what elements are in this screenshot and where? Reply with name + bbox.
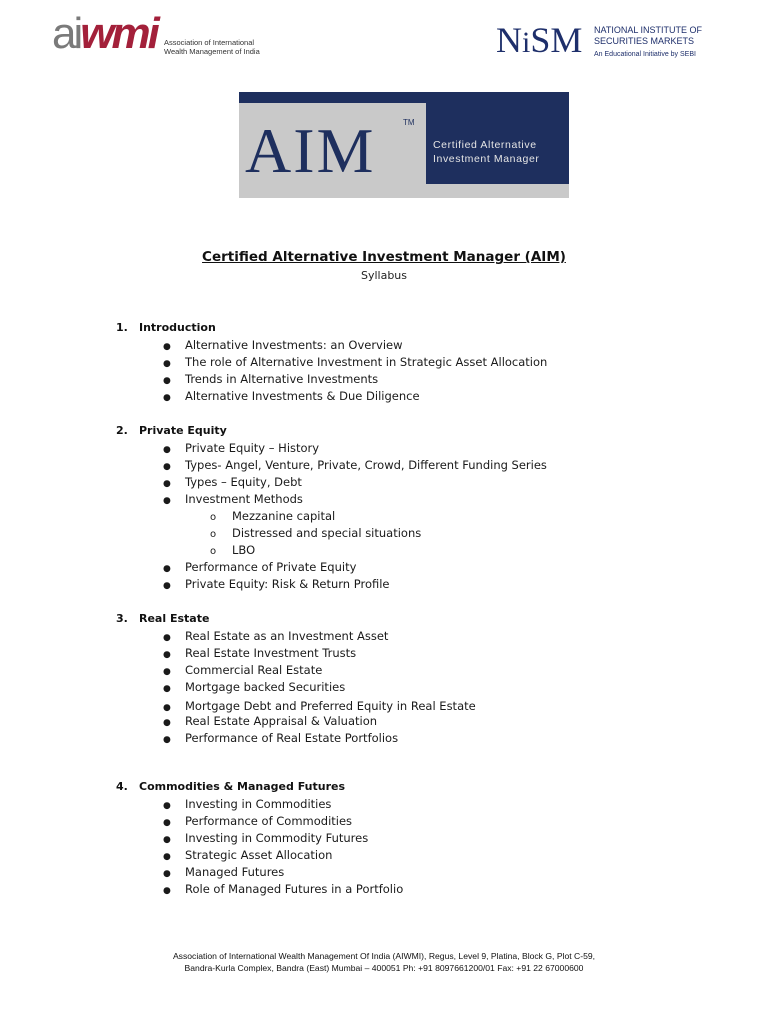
section-heading: 3. Real Estate: [116, 612, 210, 625]
list-item: ● Real Estate as an Investment Asset: [163, 629, 389, 643]
list-item: ● Real Estate Appraisal & Valuation: [163, 714, 378, 728]
sub-list-item: o Mezzanine capital: [210, 509, 336, 523]
list-item: ● Investment Methods: [163, 492, 303, 506]
section-heading: 4. Commodities & Managed Futures: [116, 780, 346, 793]
aiwmi-caption-line2: Wealth Management of India: [164, 47, 260, 56]
list-item: ● Types- Angel, Venture, Private, Crowd, Different Funding Series: [163, 458, 547, 472]
list-item: ● Trends in Alternative Investments: [163, 372, 379, 386]
list-item: ● Role of Managed Futures in a Portfolio: [163, 882, 404, 896]
list-item: ● Real Estate Investment Trusts: [163, 646, 357, 660]
section-heading: 1. Introduction: [116, 321, 216, 334]
list-item: ● Types – Equity, Debt: [163, 475, 302, 489]
list-item: ● Performance of Real Estate Portfolios: [163, 731, 399, 745]
list-item: ● The role of Alternative Investment in Strategic Asset Allocation: [163, 355, 548, 369]
document-subtitle: Syllabus: [360, 269, 408, 282]
list-item: ● Strategic Asset Allocation: [163, 848, 333, 862]
list-item: ● Alternative Investments: an Overview: [163, 338, 403, 352]
footer-address-line2: Bandra-Kurla Complex, Bandra (East) Mumbai – 400051 Ph: +91 8097661200/01 Fax: +91 22 67000600: [184, 963, 584, 973]
nism-logo-name: NATIONAL INSTITUTE OF SECURITIES MARKETS: [594, 25, 703, 46]
list-item: ● Commercial Real Estate: [163, 663, 323, 677]
list-item: ● Performance of Commodities: [163, 814, 353, 828]
banner-aim-mark: AIM: [245, 115, 376, 186]
banner-subtitle: Certified Alternative Investment Manager: [433, 139, 540, 165]
document-title: Certified Alternative Investment Manager (AIM): [202, 249, 566, 265]
nism-logo-mark: NiSM: [496, 20, 583, 60]
list-item: ● Alternative Investments & Due Diligence: [163, 389, 420, 403]
nism-logo-tagline: An Educational Initiative by SEBI: [594, 51, 696, 58]
list-item: ● Performance of Private Equity: [163, 560, 357, 574]
page-footer: [0, 950, 768, 974]
list-item: ● Private Equity: Risk & Return Profile: [163, 577, 390, 591]
sub-list-item: o LBO: [210, 543, 256, 557]
sub-list-item: o Distressed and special situations: [210, 526, 422, 540]
list-item: ● Private Equity – History: [163, 441, 320, 455]
list-item: ● Mortgage backed Securities: [163, 680, 346, 694]
aiwmi-caption-line1: Association of International: [164, 38, 255, 47]
banner-trademark: TM: [403, 118, 415, 127]
list-item: ● Managed Futures: [163, 865, 285, 879]
list-item: ● Investing in Commodities: [163, 797, 332, 811]
aiwmi-logo-mark: aiwmi: [52, 9, 157, 58]
footer-address-line1: Association of International Wealth Management Of India (AIWMI), Regus, Level 9, Platina, Block G, Plot C-59,: [172, 951, 596, 961]
list-item: ● Investing in Commodity Futures: [163, 831, 369, 845]
list-item: ● Mortgage Debt and Preferred Equity in Real Estate: [163, 699, 476, 713]
section-heading: 2. Private Equity: [116, 424, 227, 437]
